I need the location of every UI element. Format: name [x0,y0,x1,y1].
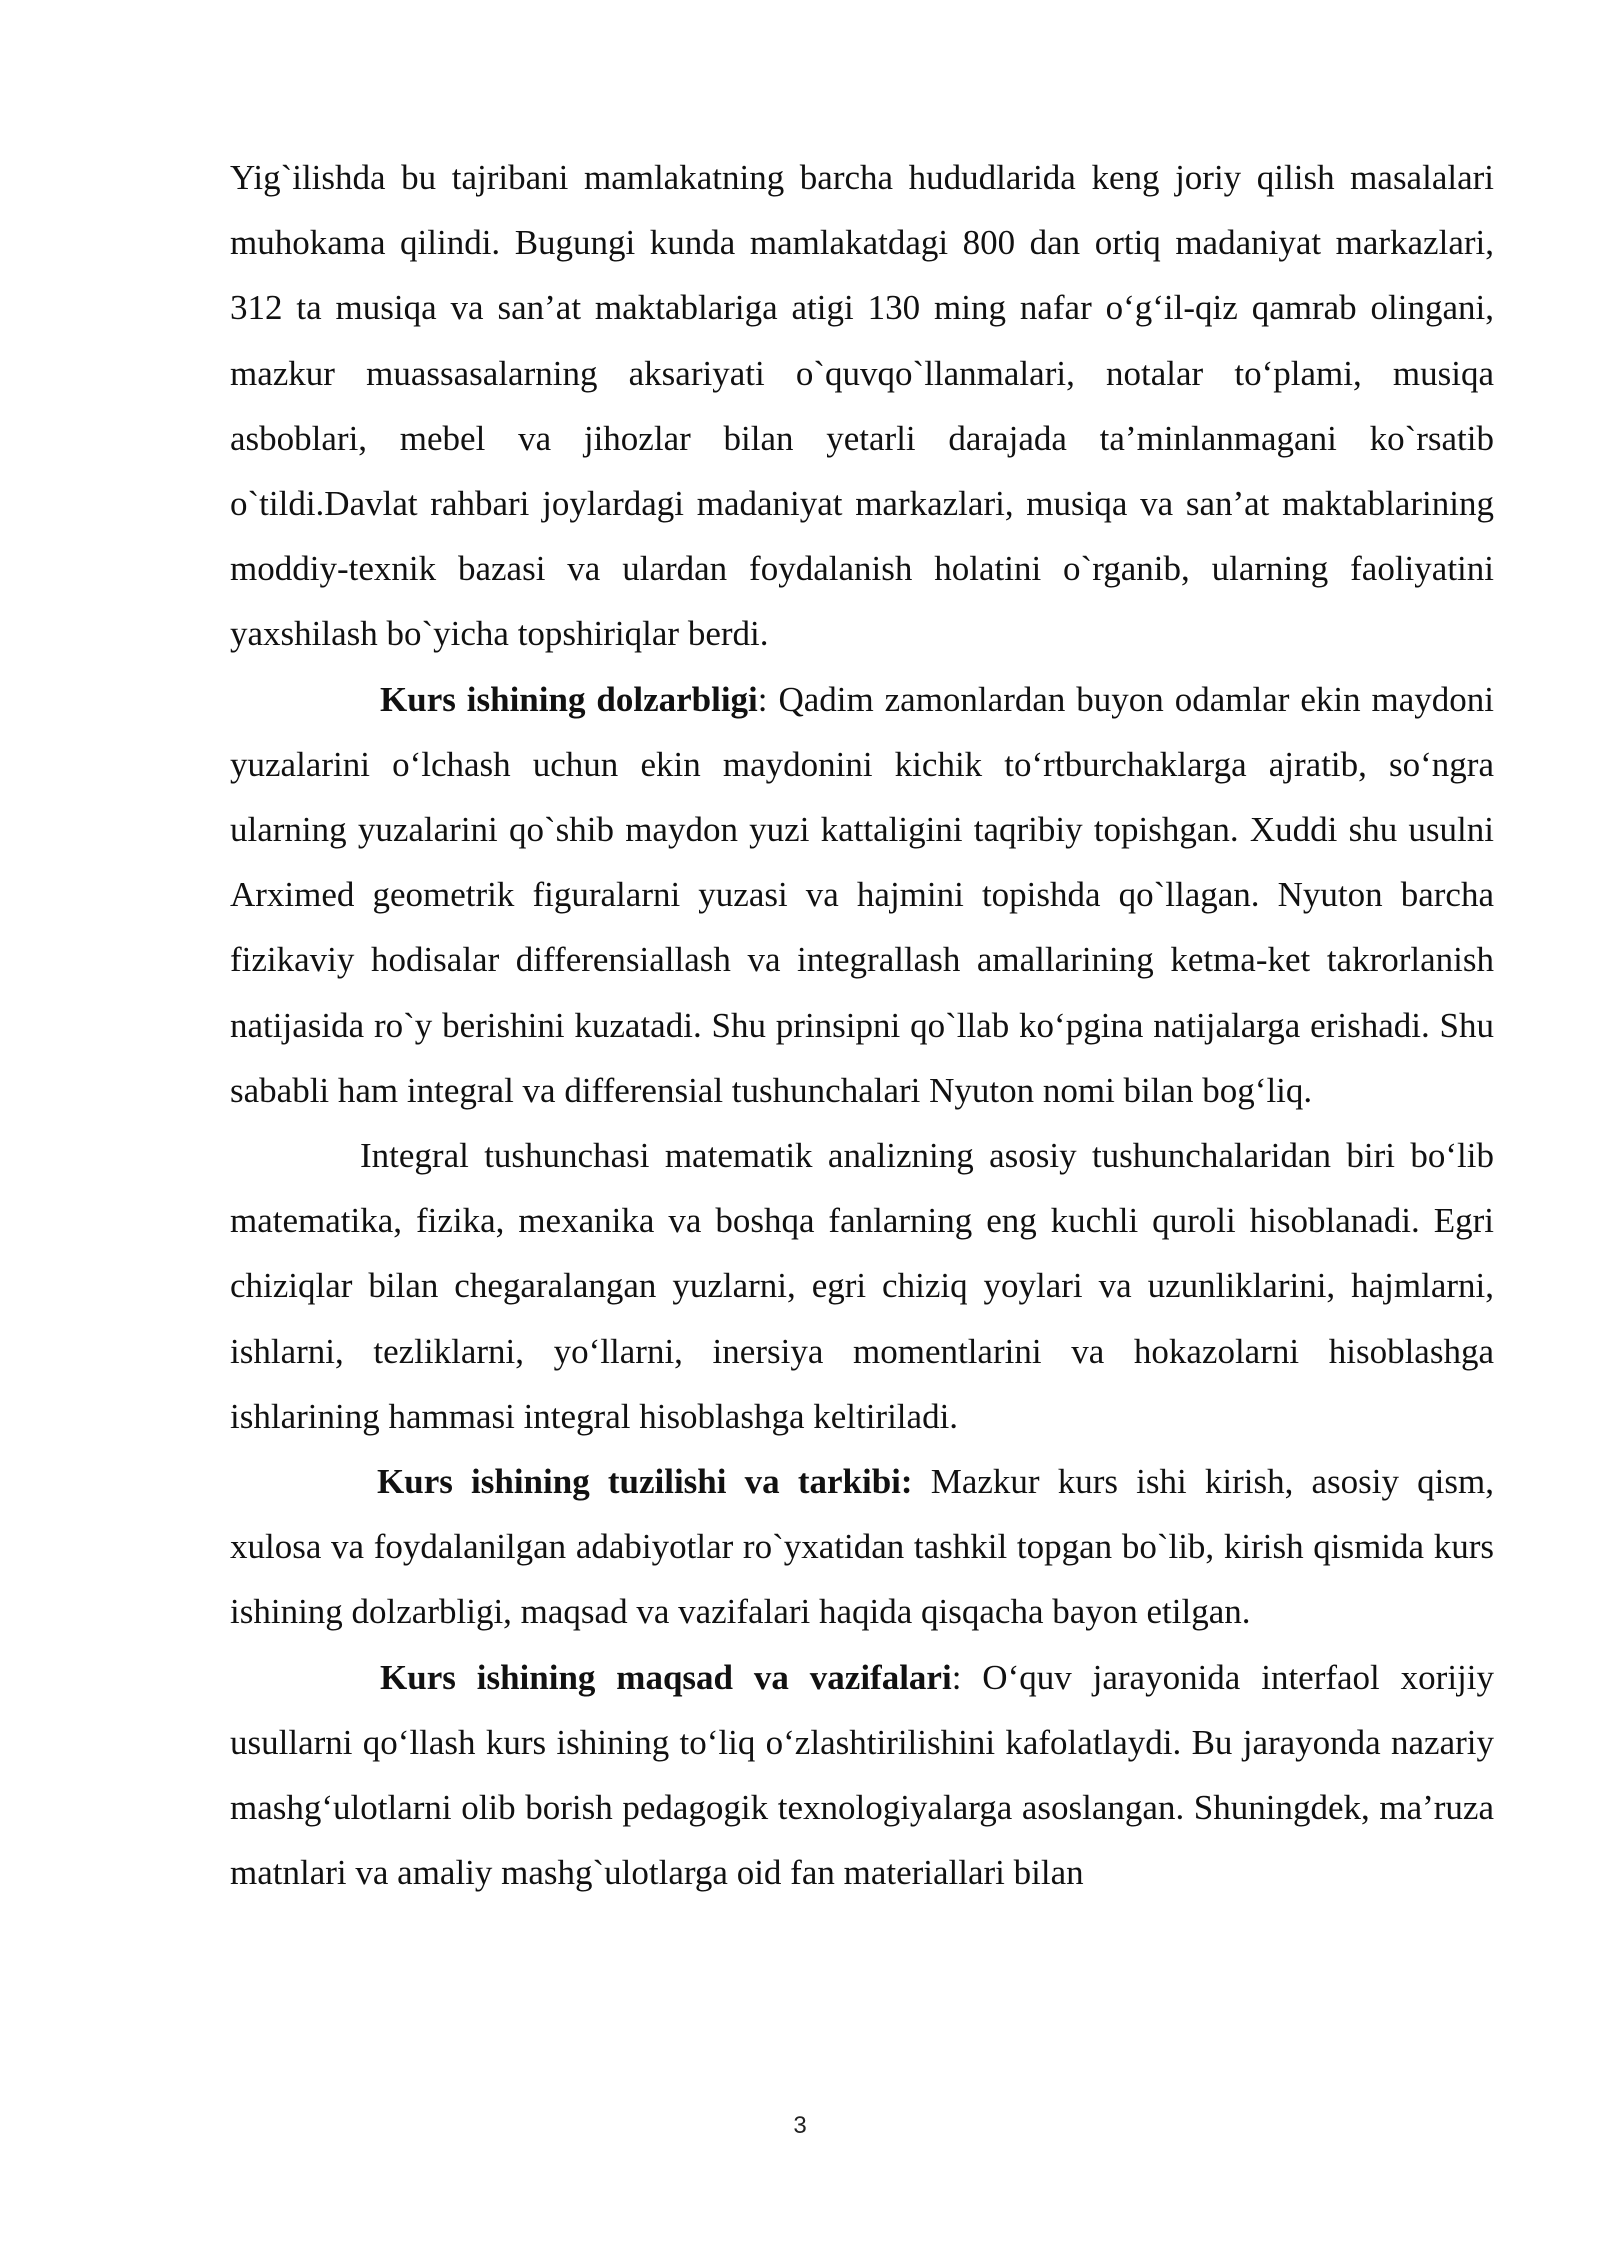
paragraph-text: Mazkur kurs ishi kirish, asosiy qism, xulosa va foydalanilgan adabiyotlar ro`yxatidan tashkil topgan bo`lib, kirish qismida kurs ishining dolzarbligi, maqsad va vazifalari haqida qisqacha bayon etilgan. [230,1462,1494,1632]
paragraph-meeting [230,145,1494,667]
paragraph-integral [230,1123,1494,1449]
heading-colon: : [757,679,768,719]
page-number: 3 [793,2112,807,2139]
paragraph-goals [230,1645,1494,1906]
paragraph-text: O‘quv jarayonida interfaol xorijiy usullarni qo‘llash kurs ishining to‘liq o‘zlashtirilishini kafolatlaydi. Bu jarayonda nazariy mashg‘ulotlarni olib borish pedagogik texnologiyalarga asoslangan. Shuningdek, ma’ruza matnlari va amaliy mashg`ulotlarga oid fan materiallari bilan [230,1657,1494,1893]
paragraph-structure [230,1449,1494,1645]
section-heading-relevance: Kurs ishining dolzarbligi [380,679,758,719]
paragraph-text: Integral tushunchasi matematik analizning asosiy tushunchalaridan biri bo‘lib matematika, fizika, mexanika va boshqa fanlarning eng kuchli quroli hisoblanadi. Egri chiziqlar bilan chegaralangan yuzlarni, egri chiziq yoylari va uzunliklarini, hajmlarni, ishlarni, tezliklarni, yo‘llarni, inersiya momentlarini va hokazolarni hisoblashga ishlarining hammasi integral hisoblashga keltiriladi. [230,1136,1494,1436]
section-heading-structure: Kurs ishining tuzilishi va tarkibi: [377,1462,913,1502]
heading-colon: : [951,1657,962,1697]
document-body [230,145,1494,1905]
paragraph-relevance [230,667,1494,1123]
section-heading-goals: Kurs ishining maqsad va vazifalari [380,1657,952,1697]
paragraph-text: Qadim zamonlardan buyon odamlar ekin maydoni yuzalarini o‘lchash uchun ekin maydonini kichik to‘rtburchaklarga ajratib, so‘ngra ularning yuzalarini qo`shib maydon yuzi kattaligini taqribiy topishgan. Xuddi shu usulni Arximed geometrik figuralarni yuzasi va hajmini topishda qo`llagan. Nyuton barcha fizikaviy hodisalar differensiallash va integrallash amallarining ketma-ket takrorlanish natijasida ro`y berishini kuzatadi. Shu prinsipni qo`llab ko‘pgina natijalarga erishadi. Shu sababli ham integral va differensial tushunchalari Nyuton nomi bilan bog‘liq. [230,679,1495,1110]
paragraph-text: Yig`ilishda bu tajribani mamlakatning barcha hududlarida keng joriy qilish masalalari muhokama qilindi. Bugungi kunda mamlakatdagi 800 dan ortiq madaniyat markazlari, 312 ta musiqa va san’at maktablariga atigi 130 ming nafar o‘g‘il-qiz qamrab olingani, mazkur muassasalarning aksariyati o`quvqo`llanmalari, notalar to‘plami, musiqa asboblari, mebel va jihozlar bilan yetarli darajada ta’minlanmagani ko`rsatib o`tildi.Davlat rahbari joylardagi madaniyat markazlari, musiqa va san’at maktablarining moddiy-texnik bazasi va ulardan foydalanish holatini o`rganib, ularning faoliyatini yaxshilash bo`yicha topshiriqlar berdi. [230,158,1494,654]
